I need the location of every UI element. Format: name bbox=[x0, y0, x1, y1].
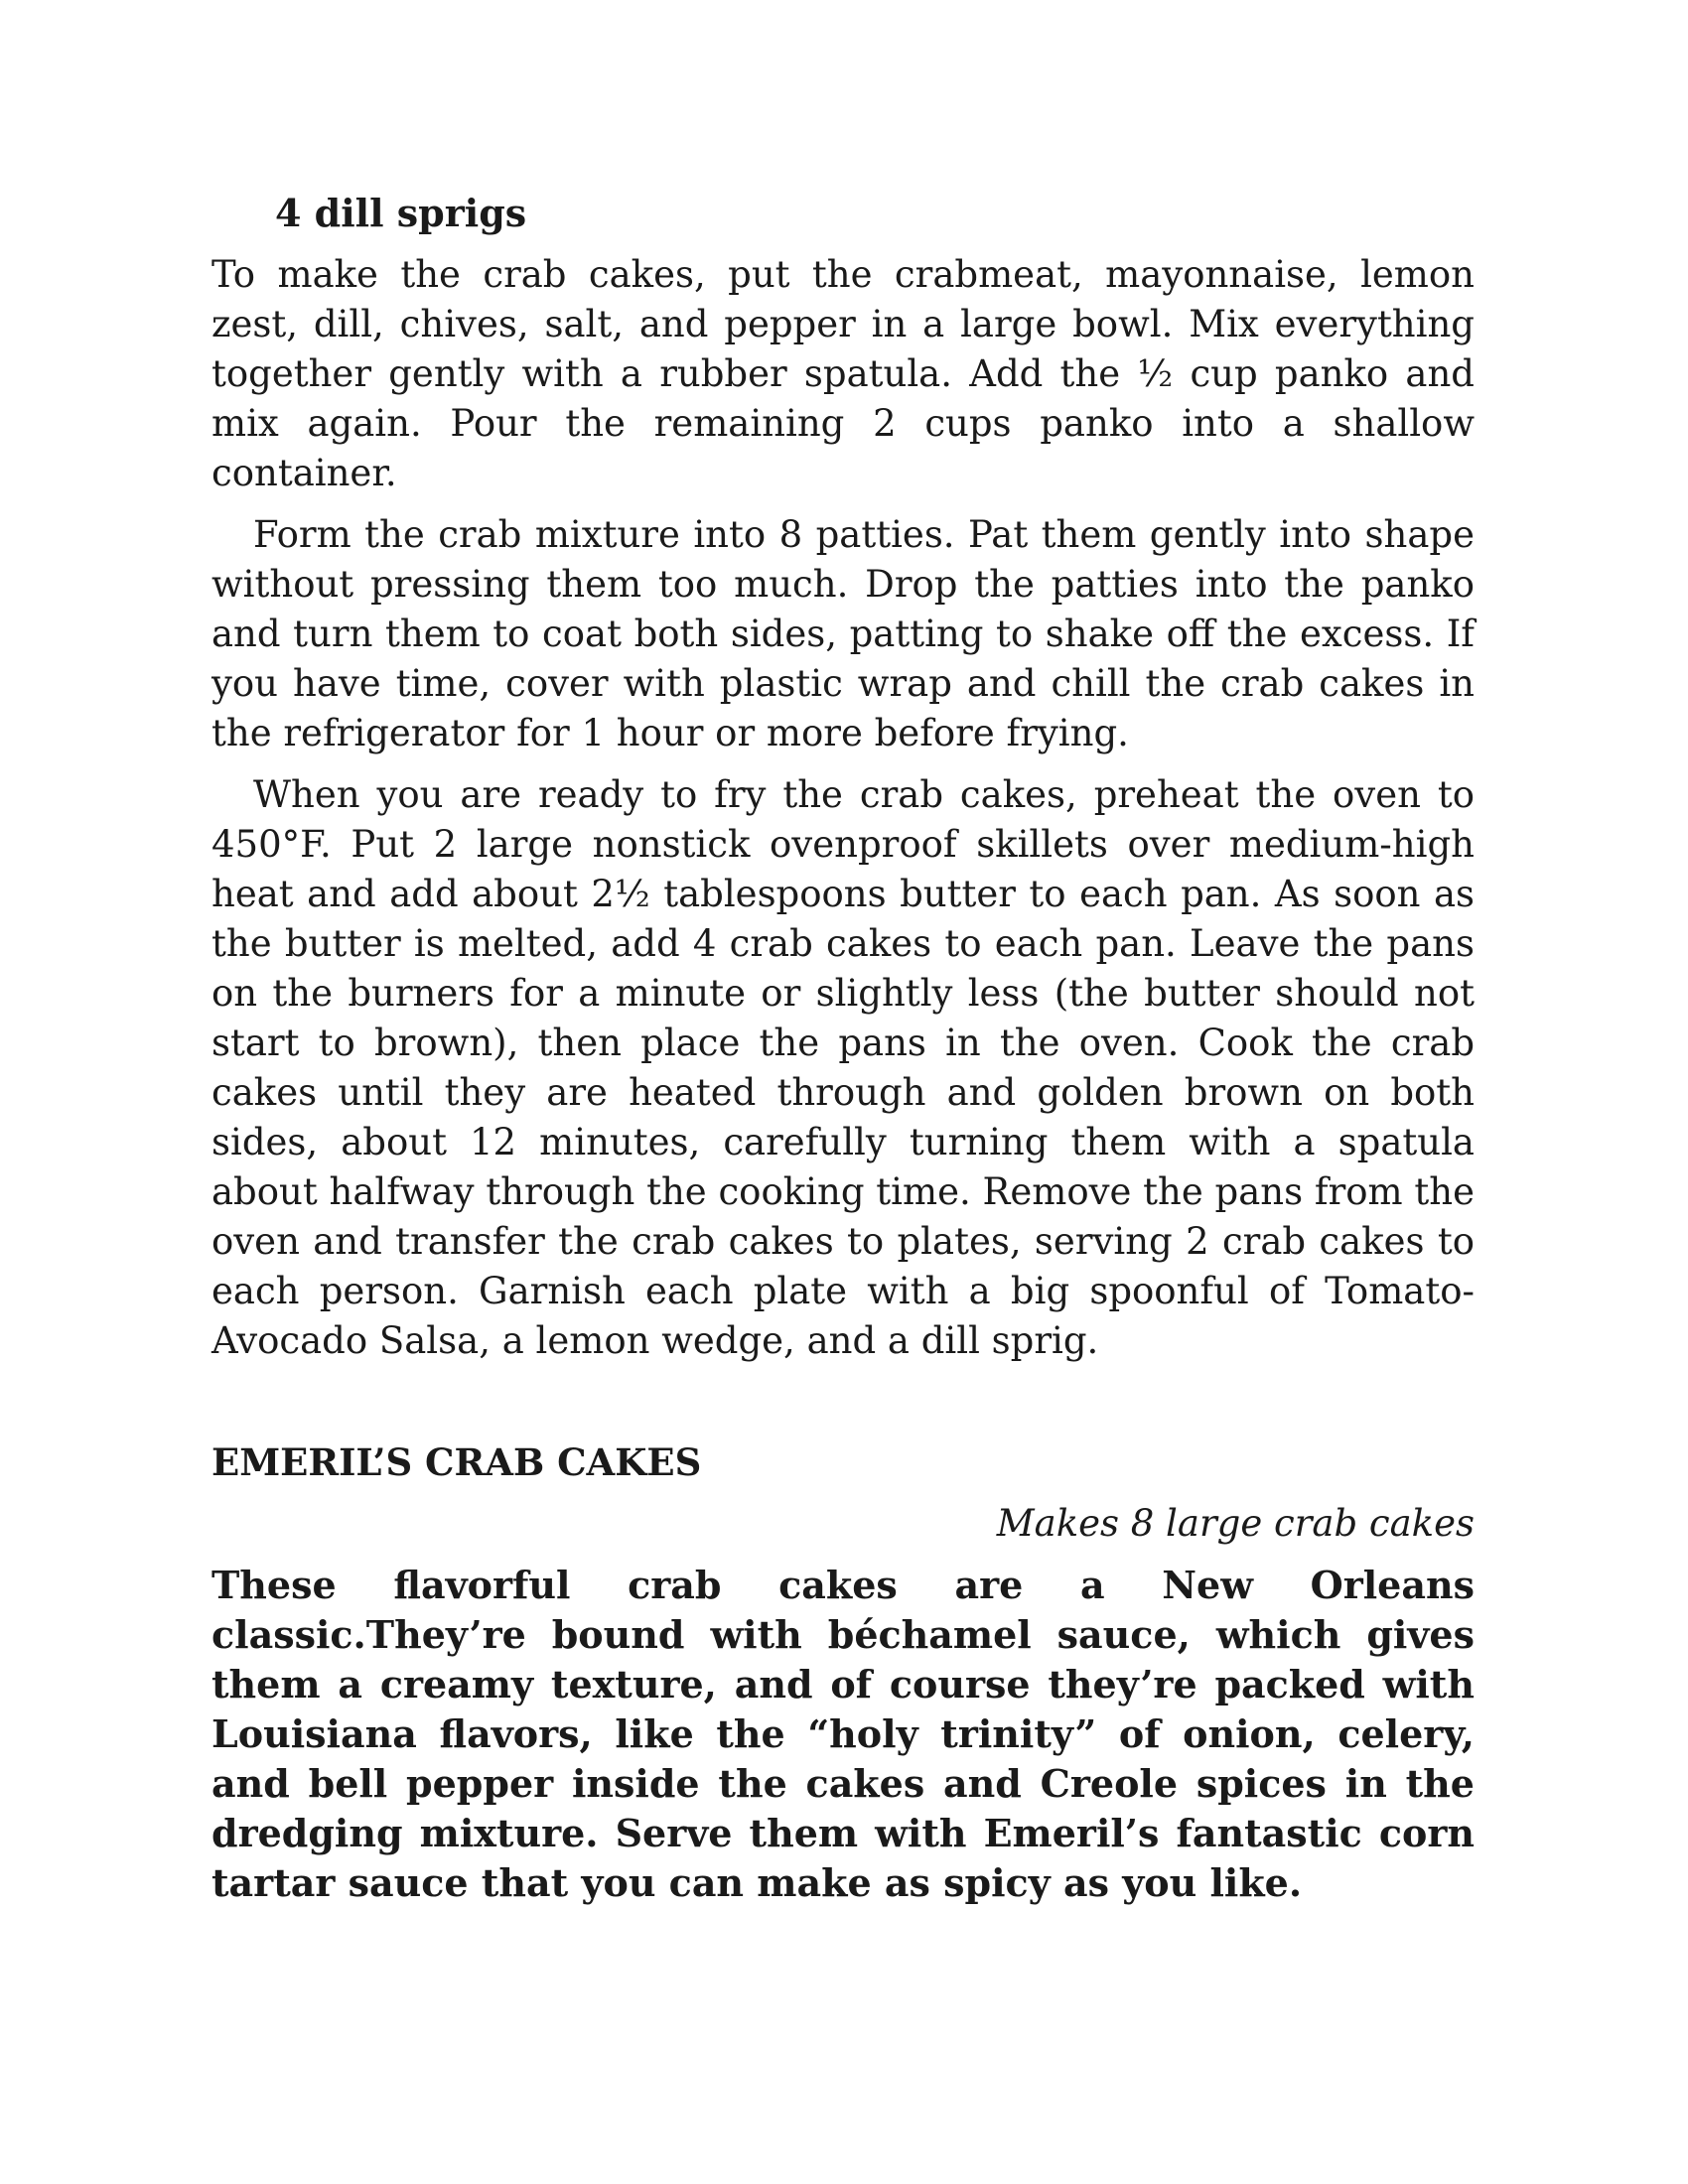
recipe-intro: These flavorful crab cakes are a New Orleans classic.They’re bound with béchamel sauce, which gives them a creamy texture, and of course they’re packed with Louisiana flavors, like the “holy trinity” of onion, celery, and bell pepper inside the cakes and Creole spices in the dredging mixture. Serve them with Emeril’s fantastic corn tartar sauce that you can make as spicy as you like. bbox=[211, 1563, 1475, 1905]
method-paragraph-1: To make the crab cakes, put the crabmeat, mayonnaise, lemon zest, dill, chives, salt, and pepper in a large bowl. Mix everything together gently with a rubber spatula. Add the ½ cup panko and mix again. Pour the remaining 2 cups panko into a shallow container. bbox=[211, 253, 1475, 494]
recipe-title: EMERIL’S CRAB CAKES bbox=[211, 1440, 702, 1484]
recipe-yield: Makes 8 large crab cakes bbox=[996, 1502, 1475, 1545]
method-paragraph-2: Form the crab mixture into 8 patties. Pat them gently into shape without pressing them too much. Drop the patties into the panko and turn them to coat both sides, patting to shake off the excess. If you have time, cover with plastic wrap and chill the crab cakes in the refrigerator for 1 hour or more before frying. bbox=[211, 513, 1475, 754]
document-page bbox=[211, 189, 1475, 1908]
ingredient-line: 4 dill sprigs bbox=[275, 191, 527, 235]
method-paragraph-3: When you are ready to fry the crab cakes, preheat the oven to 450°F. Put 2 large nonstick ovenproof skillets over medium-high heat and add about 2½ tablespoons butter to each pan. As soon as the butter is melted, add 4 crab cakes to each pan. Leave the pans on the burners for a minute or slightly less (the butter should not start to brown), then place the pans in the oven. Cook the crab cakes until they are heated through and golden brown on both sides, about 12 minutes, carefully turning them with a spatula about halfway through the cooking time. Remove the pans from the oven and transfer the crab cakes to plates, serving 2 crab cakes to each person. Garnish each plate with a big spoonful of Tomato-Avocado Salsa, a lemon wedge, and a dill sprig. bbox=[211, 773, 1475, 1362]
